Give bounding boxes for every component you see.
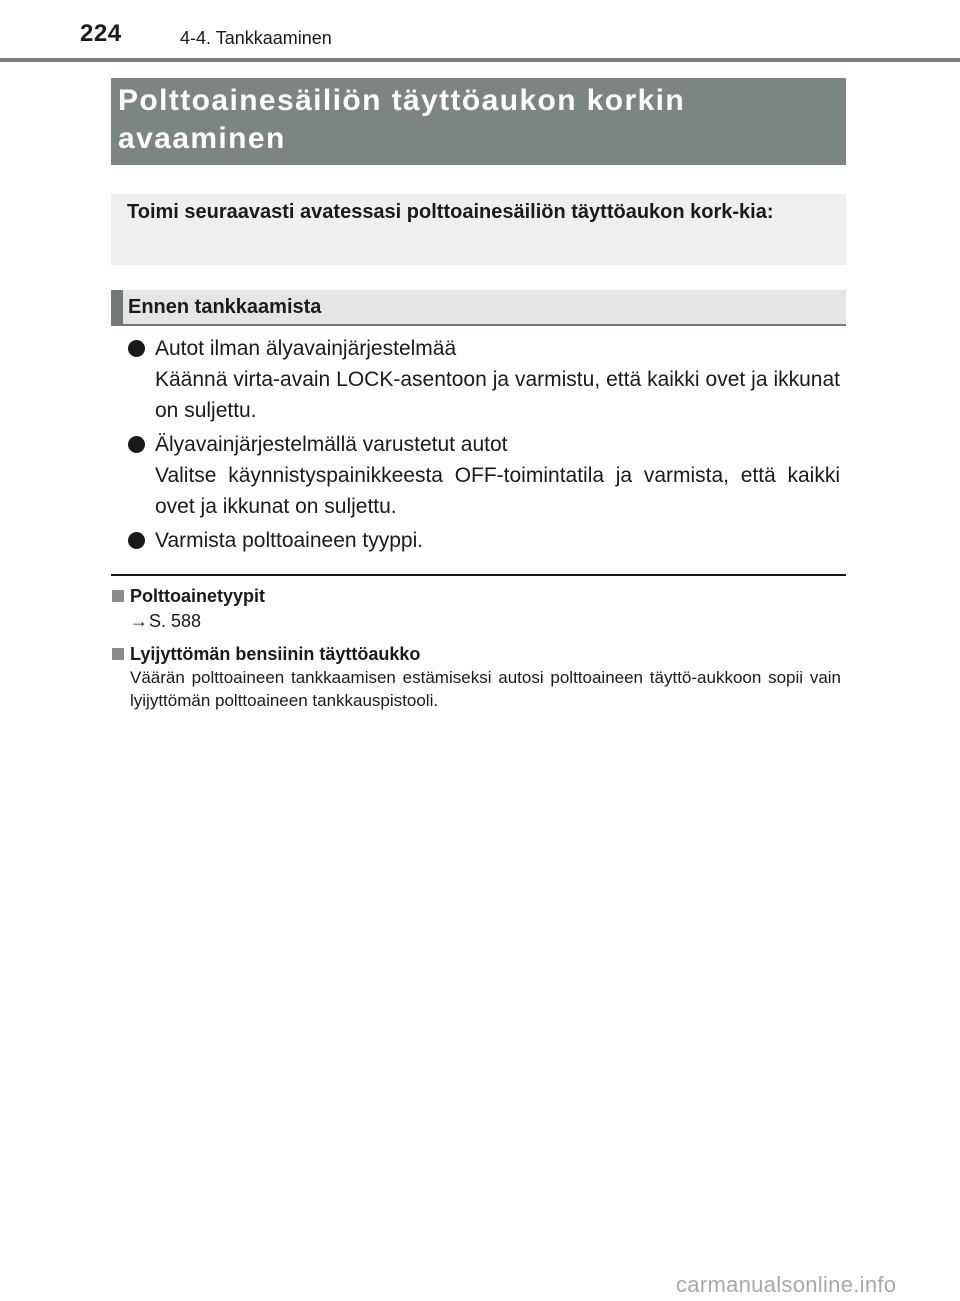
note-fuel-types: [111, 584, 841, 634]
intro-text: Toimi seuraavasti avatessasi polttoainesäiliön täyttöaukon kork-kia:: [127, 201, 774, 223]
note-heading: [111, 642, 841, 666]
list-item: [128, 525, 840, 556]
square-bullet-icon: [112, 648, 124, 660]
notes-section: [111, 584, 841, 720]
note-body: Väärän polttoaineen tankkaamisen estämiseksi autosi polttoaineen täyttö-aukkoon sopii vain lyijyttömän polttoaineen tankkauspistooli.: [130, 668, 841, 710]
page-number: 224: [80, 20, 122, 47]
list-item: [128, 429, 840, 522]
subheading-text: Ennen tankkaamista: [128, 296, 322, 318]
page-title-line-1: Polttoainesäiliön täyttöaukon korkin: [118, 84, 686, 117]
list-item: [128, 333, 840, 426]
bullet-icon: [128, 532, 145, 549]
bullet-description: Valitse käynnistyspainikkeesta OFF-toimintatila ja varmista, että kaikki ovet ja ikkunat on suljettu.: [155, 464, 840, 518]
watermark: carmanualsonline.info: [676, 1272, 897, 1297]
bullet-list: [128, 333, 840, 559]
bullet-description: Käännä virta-avain LOCK-asentoon ja varmistu, että kaikki ovet ja ikkunat on suljettu.: [155, 368, 840, 422]
bullet-icon: [128, 436, 145, 453]
note-body: [111, 608, 841, 634]
header-divider: [0, 58, 960, 62]
note-heading-text: Polttoainetyypit: [130, 586, 266, 606]
page-header: [0, 0, 960, 62]
bullet-title: Autot ilman älyavainjärjestelmää: [155, 337, 457, 360]
bullet-title: Älyavainjärjestelmällä varustetut autot: [155, 433, 508, 456]
note-unleaded-inlet: [111, 642, 841, 712]
note-heading: [111, 584, 841, 608]
arrow-right-icon: →: [130, 611, 148, 631]
bullet-icon: [128, 340, 145, 357]
subheading-before-refueling: [111, 290, 846, 326]
intro-box: [111, 194, 846, 265]
bullet-title: Varmista polttoaineen tyyppi.: [155, 529, 424, 552]
section-label: 4-4. Tankkaaminen: [180, 28, 332, 48]
page-title-box: [111, 78, 846, 165]
notes-divider: [111, 574, 846, 576]
page-title-line-2: avaaminen: [118, 122, 286, 155]
note-heading-text: Lyijyttömän bensiinin täyttöaukko: [130, 644, 421, 664]
page-reference-link[interactable]: S. 588: [149, 611, 202, 631]
square-bullet-icon: [112, 590, 124, 602]
